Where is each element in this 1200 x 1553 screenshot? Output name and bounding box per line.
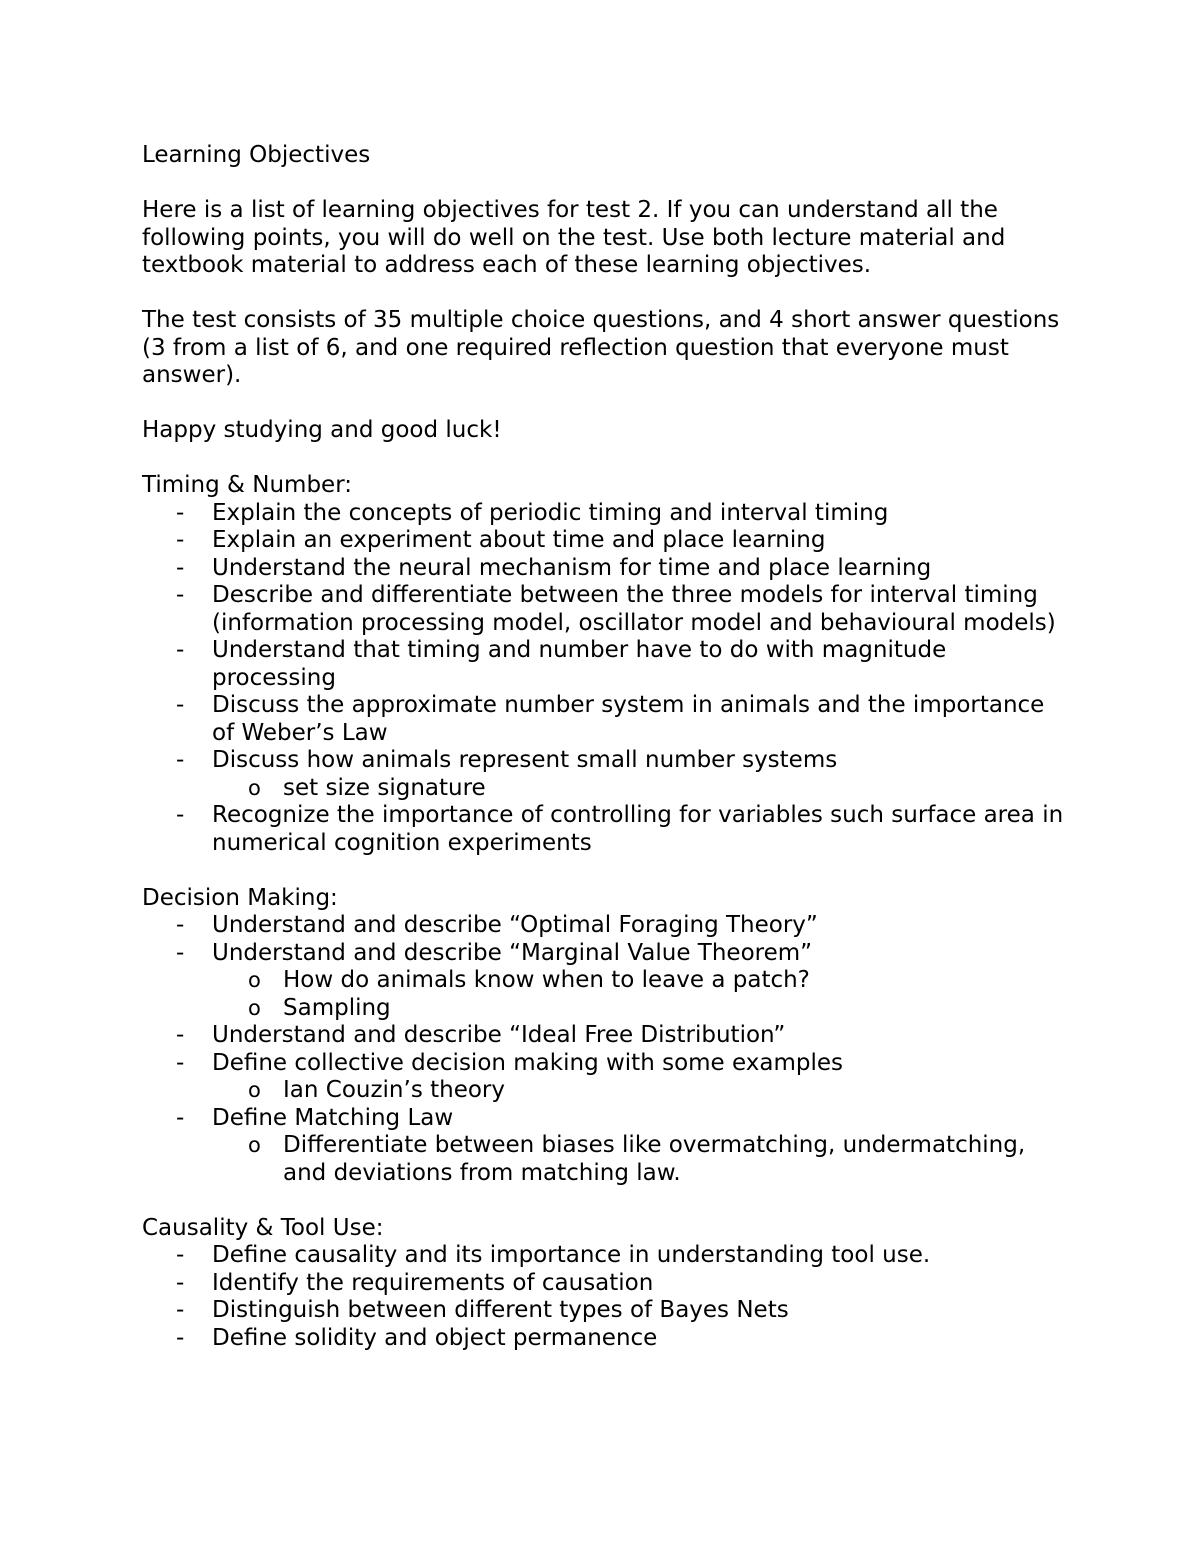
sub-bullet-marker: o bbox=[248, 1133, 261, 1157]
bullet-marker: - bbox=[176, 499, 185, 526]
objective-sections bbox=[142, 472, 1072, 1352]
objective-item bbox=[142, 692, 1072, 747]
sub-objective-item bbox=[142, 1132, 1072, 1187]
sub-bullet-marker: o bbox=[248, 968, 261, 992]
test-format-paragraph: The test consists of 35 multiple choice questions, and 4 short answer questions (3 from a list of 6, and one required reflection question that everyone must answer). bbox=[142, 307, 1060, 388]
objective-list bbox=[142, 1242, 1072, 1352]
bullet-marker: - bbox=[176, 1242, 185, 1268]
objective-text: Define solidity and object permanence bbox=[212, 1324, 658, 1351]
section bbox=[142, 1215, 1072, 1353]
document-title: Learning Objectives bbox=[142, 142, 371, 168]
objective-item bbox=[142, 1242, 1072, 1270]
objective-list bbox=[142, 500, 1072, 858]
objective-text: Explain the concepts of periodic timing and interval timing bbox=[212, 499, 889, 526]
bullet-marker: - bbox=[176, 582, 185, 608]
section-heading: Causality & Tool Use: bbox=[142, 1214, 384, 1241]
sub-objective-text: set size signature bbox=[283, 774, 486, 801]
bullet-marker: - bbox=[176, 527, 185, 553]
bullet-marker: - bbox=[176, 1104, 185, 1131]
objective-item bbox=[142, 527, 1072, 555]
section bbox=[142, 885, 1072, 1188]
bullet-marker: - bbox=[176, 692, 185, 718]
closing-note: Happy studying and good luck! bbox=[142, 417, 502, 443]
sub-objective-list bbox=[212, 1077, 1072, 1105]
objective-text: Identify the requirements of causation bbox=[212, 1269, 654, 1296]
sub-bullet-marker: o bbox=[248, 995, 261, 1020]
objective-item bbox=[142, 1105, 1072, 1188]
bullet-marker: - bbox=[176, 1297, 185, 1323]
objective-text: Discuss how animals represent small number systems bbox=[212, 747, 838, 773]
objective-item bbox=[142, 1050, 1072, 1105]
objective-item bbox=[142, 940, 1072, 1023]
section-heading: Timing & Number: bbox=[142, 472, 352, 498]
sub-objective-item bbox=[142, 995, 1072, 1023]
section-heading: Decision Making: bbox=[142, 884, 338, 911]
objective-item bbox=[142, 1325, 1072, 1353]
objective-text: Define collective decision making with some examples bbox=[212, 1049, 843, 1076]
objective-item bbox=[142, 637, 1072, 692]
objective-text: Recognize the importance of controlling for variables such surface area in numerical cognition experiments bbox=[212, 802, 1064, 856]
sub-objective-text: How do animals know when to leave a patch? bbox=[283, 967, 810, 993]
objective-item bbox=[142, 555, 1072, 583]
objective-list bbox=[142, 912, 1072, 1187]
objective-item bbox=[142, 747, 1072, 802]
sub-bullet-marker: o bbox=[248, 775, 261, 800]
bullet-marker: - bbox=[176, 939, 185, 966]
bullet-marker: - bbox=[176, 747, 185, 773]
objective-text: Understand that timing and number have to do with magnitude processing bbox=[212, 637, 947, 691]
objective-text: Understand the neural mechanism for time and place learning bbox=[212, 554, 932, 581]
sub-objective-item bbox=[142, 967, 1072, 995]
objective-text: Understand and describe “Ideal Free Distribution” bbox=[212, 1022, 786, 1048]
objective-item bbox=[142, 582, 1072, 637]
objective-text: Define Matching Law bbox=[212, 1104, 454, 1131]
sub-bullet-marker: o bbox=[248, 1078, 261, 1102]
intro-paragraph: Here is a list of learning objectives for test 2. If you can understand all the following points, you will do well on the test. Use both lecture material and textbook material to address each of these learning objectives. bbox=[142, 197, 1006, 278]
sub-objective-text: Differentiate between biases like overmatching, undermatching, and deviations from matching law. bbox=[283, 1132, 1026, 1186]
sub-objective-item bbox=[142, 1077, 1072, 1105]
objective-item bbox=[142, 500, 1072, 528]
sub-objective-text: Sampling bbox=[283, 994, 391, 1021]
objective-text: Discuss the approximate number system in animals and the importance of Weber’s Law bbox=[212, 692, 1045, 746]
sub-objective-list bbox=[212, 775, 1072, 803]
objective-text: Describe and differentiate between the three models for interval timing (information processing model, oscillator model and behavioural models) bbox=[212, 582, 1056, 636]
bullet-marker: - bbox=[176, 1269, 185, 1296]
sub-objective-list bbox=[212, 1132, 1072, 1187]
objective-text: Define causality and its importance in understanding tool use. bbox=[212, 1242, 931, 1268]
objective-item bbox=[142, 1270, 1072, 1298]
objective-text: Explain an experiment about time and place learning bbox=[212, 527, 826, 553]
sub-objective-list bbox=[212, 967, 1072, 1022]
objective-item bbox=[142, 1297, 1072, 1325]
bullet-marker: - bbox=[176, 912, 185, 938]
bullet-marker: - bbox=[176, 1324, 185, 1351]
section bbox=[142, 472, 1072, 857]
sub-objective-text: Ian Couzin’s theory bbox=[283, 1077, 506, 1103]
objective-item bbox=[142, 802, 1072, 857]
objective-item bbox=[142, 1022, 1072, 1050]
sub-objective-item bbox=[142, 775, 1072, 803]
objective-item bbox=[142, 912, 1072, 940]
objective-text: Understand and describe “Marginal Value Theorem” bbox=[212, 939, 813, 966]
document-body bbox=[142, 142, 1072, 1380]
bullet-marker: - bbox=[176, 802, 185, 828]
bullet-marker: - bbox=[176, 637, 185, 663]
bullet-marker: - bbox=[176, 1022, 185, 1048]
bullet-marker: - bbox=[176, 1049, 185, 1076]
objective-text: Understand and describe “Optimal Foraging Theory” bbox=[212, 912, 818, 938]
bullet-marker: - bbox=[176, 554, 185, 581]
objective-text: Distinguish between different types of Bayes Nets bbox=[212, 1297, 789, 1323]
